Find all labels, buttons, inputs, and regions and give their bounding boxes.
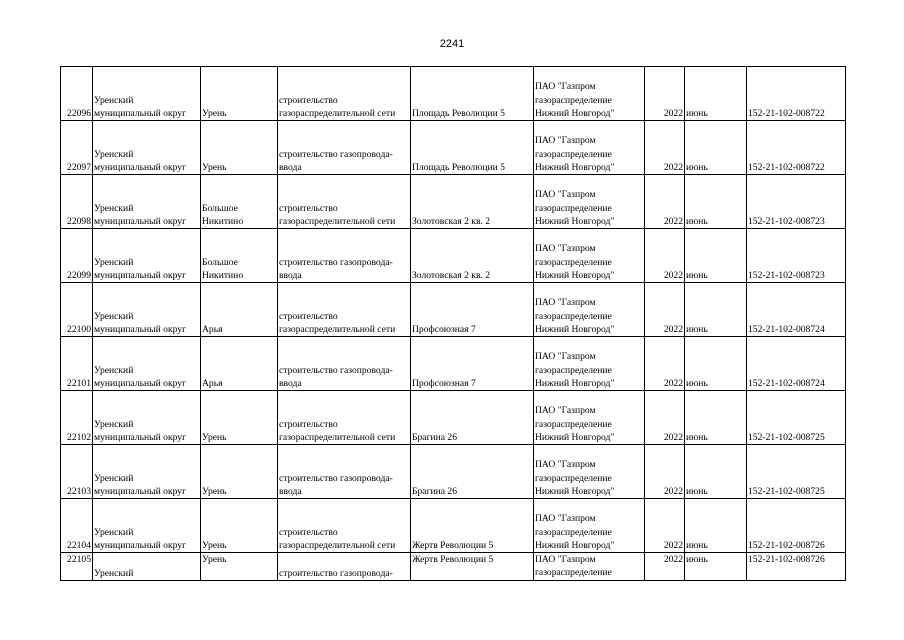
table-row	[61, 67, 846, 121]
work-type-cell	[278, 229, 411, 283]
organization-cell-line: ПАО "Газпром	[535, 513, 596, 525]
work-type-cell-line: строительство	[279, 418, 338, 430]
organization-cell-line: Нижний Новгород"	[535, 323, 615, 335]
district-cell-line: Уренский	[94, 202, 134, 214]
address-cell: Жертв Революции 5	[411, 499, 534, 553]
work-type-cell	[278, 175, 411, 229]
locality-cell-line: Арья	[202, 377, 223, 389]
organization-cell-line: ПАО "Газпром	[535, 459, 596, 471]
year-cell: 2022	[645, 445, 685, 499]
table-row	[61, 175, 846, 229]
organization-cell-line: Нижний Новгород"	[535, 215, 615, 227]
table-row	[61, 121, 846, 175]
organization-cell-line: Нижний Новгород"	[535, 377, 615, 389]
work-type-cell	[278, 283, 411, 337]
district-cell-line: муниципальный округ	[94, 107, 187, 119]
locality-cell	[201, 229, 278, 283]
code-cell: 152-21-102-008724	[747, 283, 846, 337]
year-cell: 2022	[645, 391, 685, 445]
page-number: 2241	[439, 38, 465, 50]
locality-cell	[201, 499, 278, 553]
organization-cell-line: ПАО "Газпром	[535, 243, 596, 255]
organization-cell-line: ПАО "Газпром	[535, 351, 596, 363]
district-cell-line: Уренский	[94, 567, 134, 579]
code-cell: 152-21-102-008725	[747, 445, 846, 499]
organization-cell	[534, 229, 645, 283]
locality-cell-line: Большое	[202, 202, 238, 214]
address-cell: Профсоюзная 7	[411, 283, 534, 337]
district-cell-line: муниципальный округ	[94, 377, 187, 389]
code-cell: 152-21-102-008723	[747, 229, 846, 283]
month-cell: июнь	[685, 67, 747, 121]
district-cell-line: муниципальный округ	[94, 323, 187, 335]
work-type-cell-line: ввода	[279, 161, 302, 173]
organization-cell-line: газораспределение	[535, 310, 612, 322]
locality-cell	[201, 175, 278, 229]
table-row	[61, 445, 846, 499]
organization-cell	[534, 283, 645, 337]
locality-cell	[201, 553, 278, 581]
district-cell	[93, 337, 201, 391]
district-cell-line: муниципальный округ	[94, 485, 187, 497]
table-row	[61, 337, 846, 391]
address-cell: Жертв Революции 5	[411, 553, 534, 581]
code-cell: 152-21-102-008722	[747, 67, 846, 121]
locality-cell-line: Никитино	[202, 215, 244, 227]
locality-cell	[201, 67, 278, 121]
locality-cell	[201, 445, 278, 499]
district-cell	[93, 391, 201, 445]
work-type-cell-line: строительство газопровода-	[279, 148, 393, 160]
row-number: 22100	[61, 283, 93, 337]
district-cell-line: муниципальный округ	[94, 539, 187, 551]
table-row	[61, 391, 846, 445]
work-type-cell-line: газораспределительной сети	[279, 539, 396, 551]
work-type-cell	[278, 121, 411, 175]
organization-cell-line: ПАО "Газпром	[535, 81, 596, 93]
district-cell	[93, 283, 201, 337]
address-cell: Брагина 26	[411, 445, 534, 499]
organization-cell-line: газораспределение	[535, 472, 612, 484]
work-type-cell-line: газораспределительной сети	[279, 431, 396, 443]
district-cell-line: муниципальный округ	[94, 269, 187, 281]
work-type-cell	[278, 337, 411, 391]
code-cell: 152-21-102-008723	[747, 175, 846, 229]
year-cell: 2022	[645, 67, 685, 121]
locality-cell	[201, 391, 278, 445]
code-cell: 152-21-102-008722	[747, 121, 846, 175]
work-type-cell	[278, 553, 411, 581]
district-cell-line: муниципальный округ	[94, 431, 187, 443]
organization-cell-line: газораспределение	[535, 256, 612, 268]
organization-cell	[534, 175, 645, 229]
table-row	[61, 553, 846, 581]
organization-cell-line: газораспределение	[535, 94, 612, 106]
locality-cell-line: Урень	[202, 107, 227, 119]
month-cell: июнь	[685, 337, 747, 391]
organization-cell-line: газораспределение	[535, 418, 612, 430]
district-cell	[93, 553, 201, 581]
month-cell: июнь	[685, 229, 747, 283]
registry-table	[60, 66, 846, 581]
organization-cell-line: Нижний Новгород"	[535, 539, 615, 551]
district-cell	[93, 67, 201, 121]
work-type-cell-line: строительство газопровода-	[279, 567, 393, 579]
table-row	[61, 229, 846, 283]
year-cell: 2022	[645, 229, 685, 283]
locality-cell-line: Урень	[202, 431, 227, 443]
year-cell: 2022	[645, 499, 685, 553]
work-type-cell	[278, 445, 411, 499]
district-cell	[93, 175, 201, 229]
row-number: 22099	[61, 229, 93, 283]
locality-cell	[201, 121, 278, 175]
address-cell: Площадь Революции 5	[411, 67, 534, 121]
locality-cell-line: Урень	[202, 554, 227, 565]
district-cell	[93, 229, 201, 283]
work-type-cell-line: строительство	[279, 94, 338, 106]
district-cell-line: Уренский	[94, 472, 134, 484]
address-cell: Золотовская 2 кв. 2	[411, 229, 534, 283]
month-cell: июнь	[685, 391, 747, 445]
organization-cell-line: Нижний Новгород"	[535, 431, 615, 443]
row-number: 22101	[61, 337, 93, 391]
work-type-cell	[278, 499, 411, 553]
district-cell-line: Уренский	[94, 418, 134, 430]
district-cell	[93, 121, 201, 175]
year-cell: 2022	[645, 283, 685, 337]
district-cell-line: Уренский	[94, 310, 134, 322]
work-type-cell-line: строительство	[279, 526, 338, 538]
organization-cell-line: газораспределение	[535, 567, 612, 579]
organization-cell	[534, 553, 645, 581]
row-number: 22105	[61, 553, 93, 581]
district-cell-line: Уренский	[94, 526, 134, 538]
organization-cell-line: Нижний Новгород"	[535, 161, 615, 173]
month-cell: июнь	[685, 283, 747, 337]
code-cell: 152-21-102-008724	[747, 337, 846, 391]
organization-cell-line: ПАО "Газпром	[535, 135, 596, 147]
locality-cell-line: Урень	[202, 485, 227, 497]
locality-cell-line: Арья	[202, 323, 223, 335]
organization-cell-line: газораспределение	[535, 202, 612, 214]
locality-cell-line: Большое	[202, 256, 238, 268]
organization-cell	[534, 121, 645, 175]
organization-cell	[534, 337, 645, 391]
row-number: 22104	[61, 499, 93, 553]
organization-cell-line: Нижний Новгород"	[535, 269, 615, 281]
work-type-cell	[278, 67, 411, 121]
organization-cell-line: газораспределение	[535, 148, 612, 160]
address-cell: Брагина 26	[411, 391, 534, 445]
code-cell: 152-21-102-008726	[747, 499, 846, 553]
organization-cell-line: газораспределение	[535, 364, 612, 376]
organization-cell	[534, 67, 645, 121]
work-type-cell-line: газораспределительной сети	[279, 323, 396, 335]
organization-cell-line: Нижний Новгород"	[535, 485, 615, 497]
month-cell: июнь	[685, 445, 747, 499]
work-type-cell-line: ввода	[279, 269, 302, 281]
address-cell: Профсоюзная 7	[411, 337, 534, 391]
organization-cell-line: ПАО "Газпром	[535, 405, 596, 417]
locality-cell-line: Никитино	[202, 269, 244, 281]
district-cell-line: Уренский	[94, 256, 134, 268]
month-cell: июнь	[685, 499, 747, 553]
address-cell: Площадь Революции 5	[411, 121, 534, 175]
organization-cell-line: газораспределение	[535, 526, 612, 538]
organization-cell	[534, 391, 645, 445]
row-number: 22098	[61, 175, 93, 229]
locality-cell	[201, 283, 278, 337]
organization-cell	[534, 445, 645, 499]
district-cell	[93, 499, 201, 553]
work-type-cell-line: газораспределительной сети	[279, 107, 396, 119]
year-cell: 2022	[645, 175, 685, 229]
year-cell: 2022	[645, 553, 685, 581]
year-cell: 2022	[645, 121, 685, 175]
month-cell: июнь	[685, 121, 747, 175]
work-type-cell	[278, 391, 411, 445]
row-number: 22103	[61, 445, 93, 499]
work-type-cell-line: ввода	[279, 377, 302, 389]
address-cell: Золотовская 2 кв. 2	[411, 175, 534, 229]
row-number: 22096	[61, 67, 93, 121]
work-type-cell-line: газораспределительной сети	[279, 215, 396, 227]
organization-cell	[534, 499, 645, 553]
work-type-cell-line: строительство газопровода-	[279, 364, 393, 376]
district-cell-line: Уренский	[94, 364, 134, 376]
organization-cell-line: ПАО "Газпром	[535, 189, 596, 201]
district-cell-line: Уренский	[94, 94, 134, 106]
table-body	[61, 67, 846, 581]
organization-cell-line: ПАО "Газпром	[535, 554, 596, 565]
year-cell: 2022	[645, 337, 685, 391]
table-row	[61, 283, 846, 337]
locality-cell-line: Урень	[202, 539, 227, 551]
month-cell: июнь	[685, 553, 747, 581]
work-type-cell-line: строительство	[279, 310, 338, 322]
work-type-cell-line: строительство	[279, 202, 338, 214]
organization-cell-line: ПАО "Газпром	[535, 297, 596, 309]
locality-cell-line: Урень	[202, 161, 227, 173]
district-cell-line: муниципальный округ	[94, 161, 187, 173]
locality-cell	[201, 337, 278, 391]
month-cell: июнь	[685, 175, 747, 229]
work-type-cell-line: строительство газопровода-	[279, 256, 393, 268]
row-number: 22102	[61, 391, 93, 445]
district-cell	[93, 445, 201, 499]
district-cell-line: муниципальный округ	[94, 215, 187, 227]
district-cell-line: Уренский	[94, 148, 134, 160]
code-cell: 152-21-102-008726	[747, 553, 846, 581]
work-type-cell-line: ввода	[279, 485, 302, 497]
work-type-cell-line: строительство газопровода-	[279, 472, 393, 484]
code-cell: 152-21-102-008725	[747, 391, 846, 445]
organization-cell-line: Нижний Новгород"	[535, 107, 615, 119]
row-number: 22097	[61, 121, 93, 175]
table-row	[61, 499, 846, 553]
